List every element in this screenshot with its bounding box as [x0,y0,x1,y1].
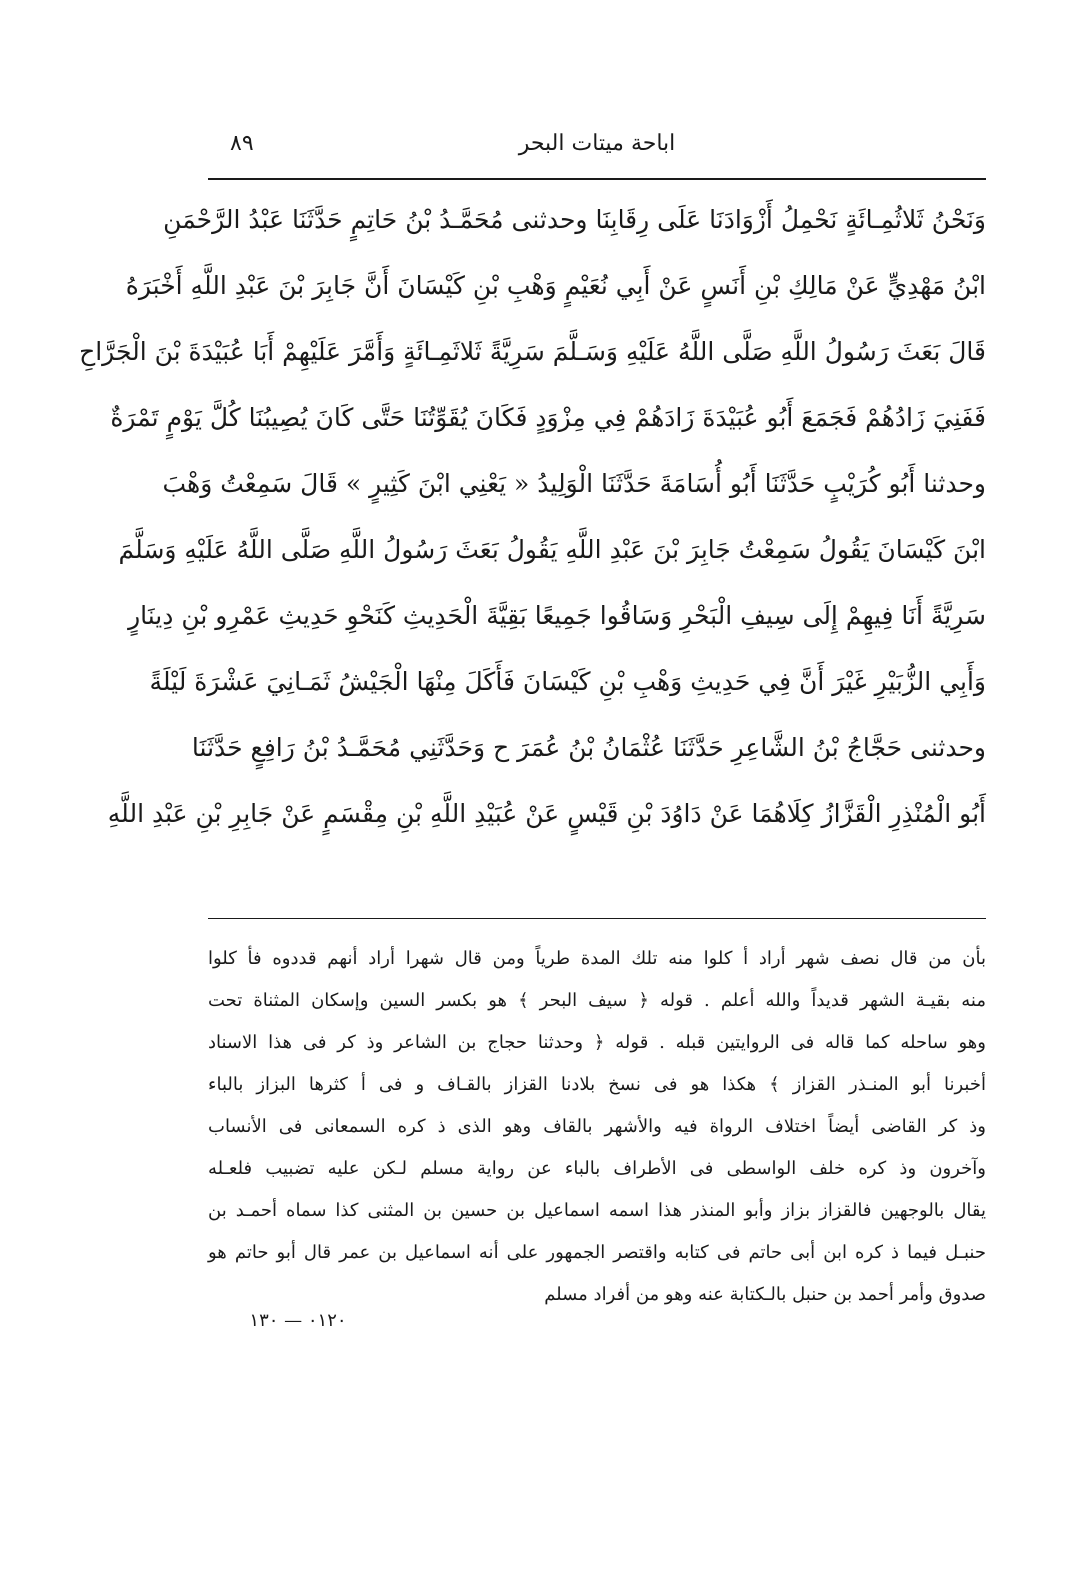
text-line: ابْنَ كَيْسَانَ يَقُولُ سَمِعْتُ جَابِرَ بْنَ عَبْدِ اللَّهِ يَقُولُ بَعَثَ رَسُولُ اللَّهِ صَلَّى اللَّهُ عَلَيْهِ وَسَلَّمَ [118,535,986,564]
commentary-line: وهو ساحله كما قاله فى الروايتين قبله . قوله ﴿ وحدثنا حجاج بن الشاعر وذ كر فى هذا الاسناد [208,1032,986,1053]
commentary-line: يقال بالوجهين فالقزاز بزاز وأبو المنذر هذا اسمه اسماعيل بن حسين بن المثنى كذا سماه أحمـد بن [208,1200,986,1221]
page-number: ٨٩ [230,131,254,156]
text-line: وَأَبِي الزُّبَيْرِ غَيْرَ أَنَّ فِي حَدِيثِ وَهْبِ بْنِ كَيْسَانَ فَأَكَلَ مِنْهَا الْجَيْشُ ثَمَـانِيَ عَشْرَةَ لَيْلَةً [149,667,986,696]
commentary-line: بأن من قال نصف شهر أراد أ كلوا منه تلك المدة طرياً ومن قال شهرا أراد أنهم قددوه فأ كلوا [208,948,986,969]
commentary-line: وذ كر القاضى أيضاً اختلاف الرواة فيه والأشهر بالقاف وهو الذى ذ كره السمعانى فى الأنساب [208,1116,986,1137]
text-line: وحدثنى حَجَّاجُ بْنُ الشَّاعِرِ حَدَّثَنَا عُثْمَانُ بْنُ عُمَرَ ح وَحَدَّثَنِي مُحَمَّـدُ بْنُ رَافِعٍ حَدَّثَنَا [191,733,986,762]
text-line: وحدثنا أَبُو كُرَيْبٍ حَدَّثَنَا أَبُو أُسَامَةَ حَدَّثَنَا الْوَلِيدُ « يَعْنِي ابْنَ كَثِيرٍ » قَالَ سَمِعْتُ وَهْبَ [162,469,986,498]
book-page [79,125,986,1505]
page-header [208,125,986,173]
text-line: وَنَحْنُ ثَلاثُمِـائَةٍ نَحْمِلُ أَزْوَادَنَا عَلَى رِقَابِنَا وحدثنى مُحَمَّـدُ بْنُ حَاتِمٍ حَدَّثَنَا عَبْدُ الرَّحْمَنِ [163,205,986,234]
commentary-line: منه بقيـة الشهر قديداً والله أعلم . قوله ﴿ سيف البحر ﴾ هو بكسر السين وإسكان المثناة تحت [208,990,986,1011]
text-line: فَفَنِيَ زَادُهُمْ فَجَمَعَ أَبُو عُبَيْدَةَ زَادَهُمْ فِي مِزْوَدٍ فَكَانَ يُقَوِّتُنَا حَتَّى كَانَ يُصِيبُنَا كُلَّ يَوْمٍ تَمْرَةٌ [110,403,986,432]
header-divider [208,178,986,180]
text-line: سَرِيَّةً أَنَا فِيهِمْ إِلَى سِيفِ الْبَحْرِ وَسَاقُوا جَمِيعًا بَقِيَّةَ الْحَدِيثِ كَنَحْوِ حَدِيثِ عَمْرِو بْنِ دِينَارٍ [128,601,986,630]
page-title: اباحة ميتات البحر [518,131,676,156]
text-line: قَالَ بَعَثَ رَسُولُ اللَّهِ صَلَّى اللَّهُ عَلَيْهِ وَسَـلَّمَ سَرِيَّةً ثَلاثَمِـائَةٍ وَأَمَّرَ عَلَيْهِمْ أَبَا عُبَيْدَةَ بْنَ الْجَرَّاحِ [79,337,986,366]
commentary-divider [208,918,986,919]
commentary-line: وآخرون وذ كره خلف الواسطى فى الأطراف بالباء عن رواية مسلم لـكن عليه تضبيب فلعـله [208,1158,986,1179]
commentary-line: حنبـل فيما ذ كره ابن أبى حاتم فى كتابه واقتصر الجمهور على أنه اسماعيل بن عمر قال أبو حاتم هو [208,1242,986,1263]
text-line: أَبُو الْمُنْذِرِ الْقَزَّازُ كِلَاهُمَا عَنْ دَاوُدَ بْنِ قَيْسٍ عَنْ عُبَيْدِ اللَّهِ بْنِ مِقْسَمٍ عَنْ جَابِرِ بْنِ عَبْدِ اللَّهِ [107,799,986,828]
printer-signature: ٠١٢٠ — ١٣٠ [249,1310,347,1331]
hadith-text [79,187,986,847]
text-line: ابْنُ مَهْدِيٍّ عَنْ مَالِكِ بْنِ أَنَسٍ عَنْ أَبِي نُعَيْمٍ وَهْبِ بْنِ كَيْسَانَ أَنَّ جَابِرَ بْنَ عَبْدِ اللَّهِ أَخْبَرَهُ [125,271,986,300]
commentary-line: صدوق وأمر أحمد بن حنبل بالـكتابة عنه وهو من أفراد مسلم [544,1284,986,1305]
commentary-text [208,938,986,1316]
commentary-line: أخبرنا أبو المنـذر القزاز ﴾ هكذا هو فى نسخ بلادنا القزاز بالقـاف و فى أ كثرها البزاز بالباء [208,1074,986,1095]
